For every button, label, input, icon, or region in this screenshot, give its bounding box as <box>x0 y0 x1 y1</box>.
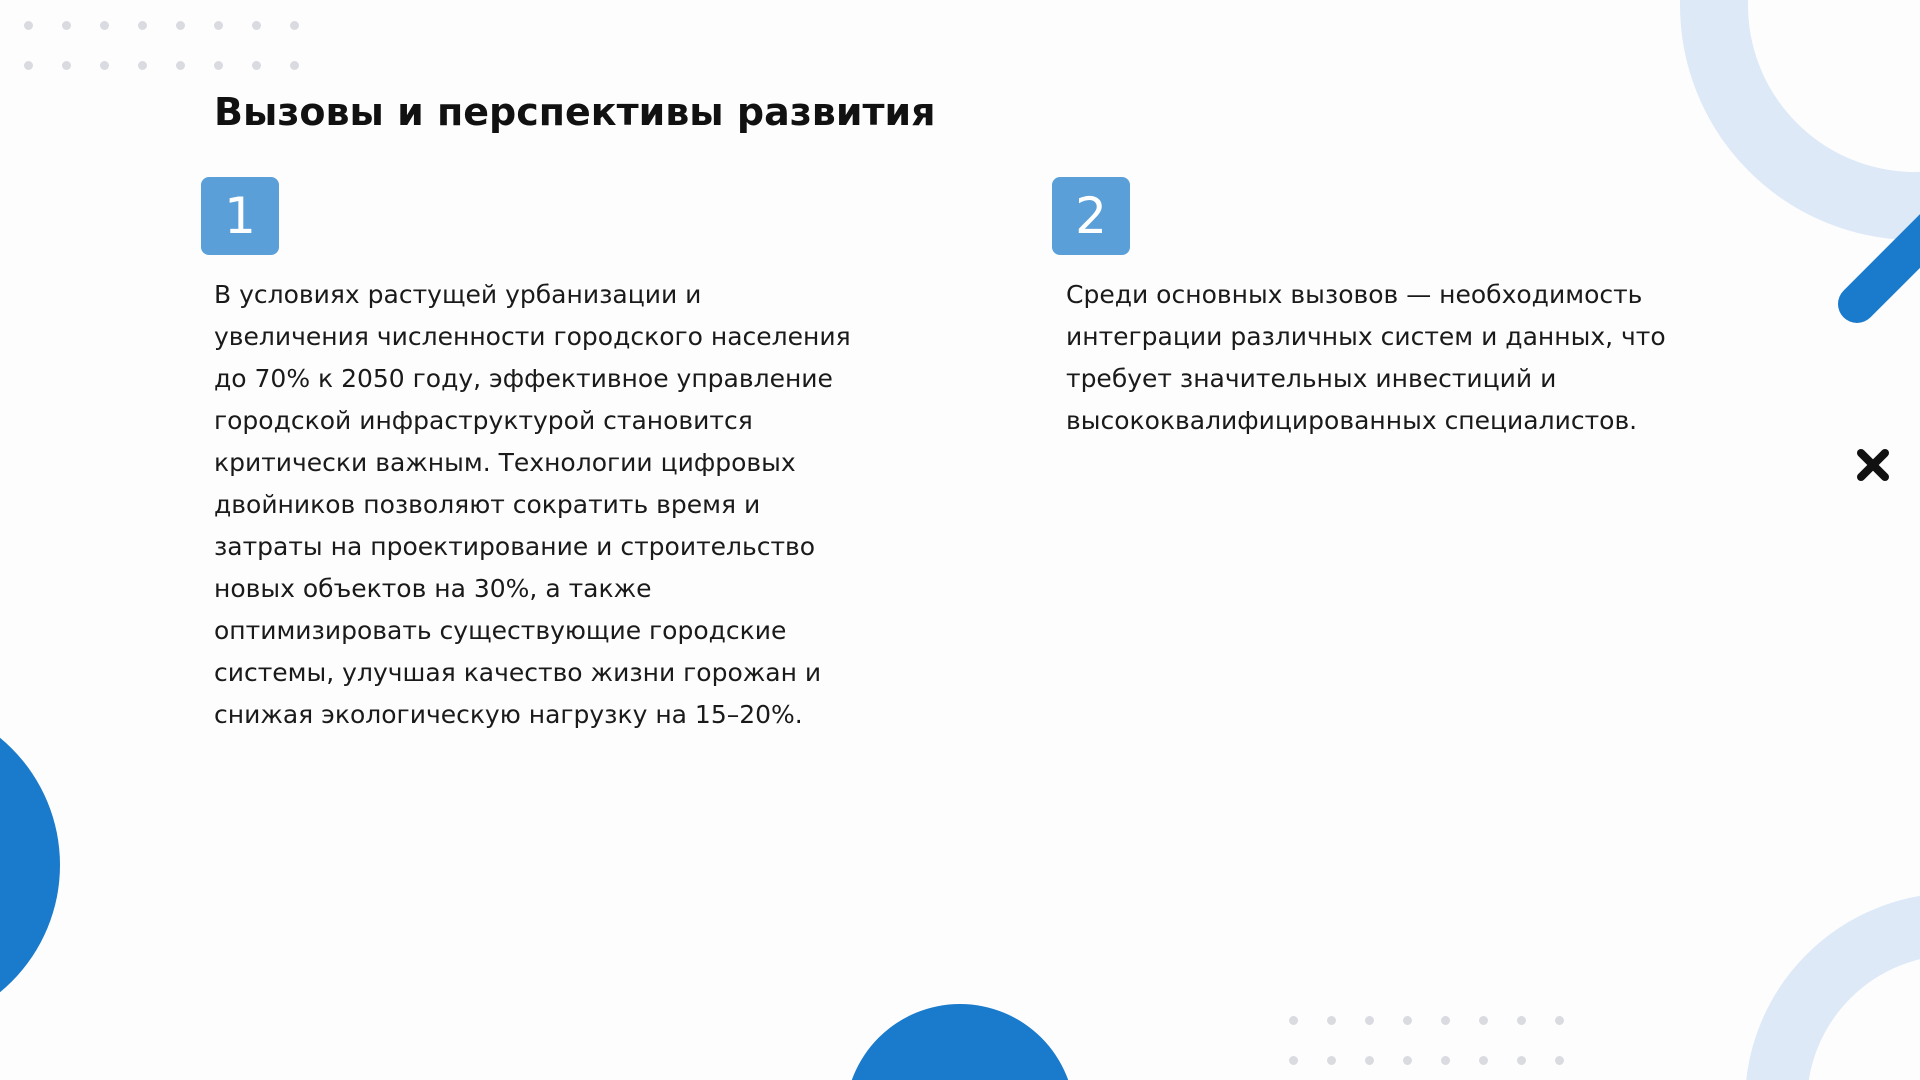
point-text-2: Среди основных вызовов — необходимость интеграции различных систем и данных, что требует значительных инвестиций и высококвалифицированных специалистов. <box>1066 280 1666 435</box>
close-icon <box>1855 447 1891 483</box>
point-number-badge-2: 2 <box>1052 177 1130 255</box>
decorative-ring-top-right <box>1680 0 1920 240</box>
dot-pattern-bottom-right <box>1289 1016 1564 1065</box>
slide-title: Вызовы и перспективы развития <box>214 90 936 134</box>
decorative-circle-bottom <box>845 1004 1075 1080</box>
dot-pattern-top-left <box>24 21 299 70</box>
point-text-1: В условиях растущей урбанизации и увеличения численности городского населения до 70% к 2050 году, эффективное управление городской инфраструктурой становится критически важным. Технологии цифровых двойников позволяют сократить время и затраты на проектирование и строительство новых объектов на 30%, а также оптимизировать существующие городские системы, улучшая качество жизни горожан и снижая экологическую нагрузку на 15–20%. <box>214 280 851 729</box>
point-number-badge-1: 1 <box>201 177 279 255</box>
decorative-ring-bottom-right <box>1745 893 1920 1080</box>
decorative-circle-left <box>0 700 60 1030</box>
